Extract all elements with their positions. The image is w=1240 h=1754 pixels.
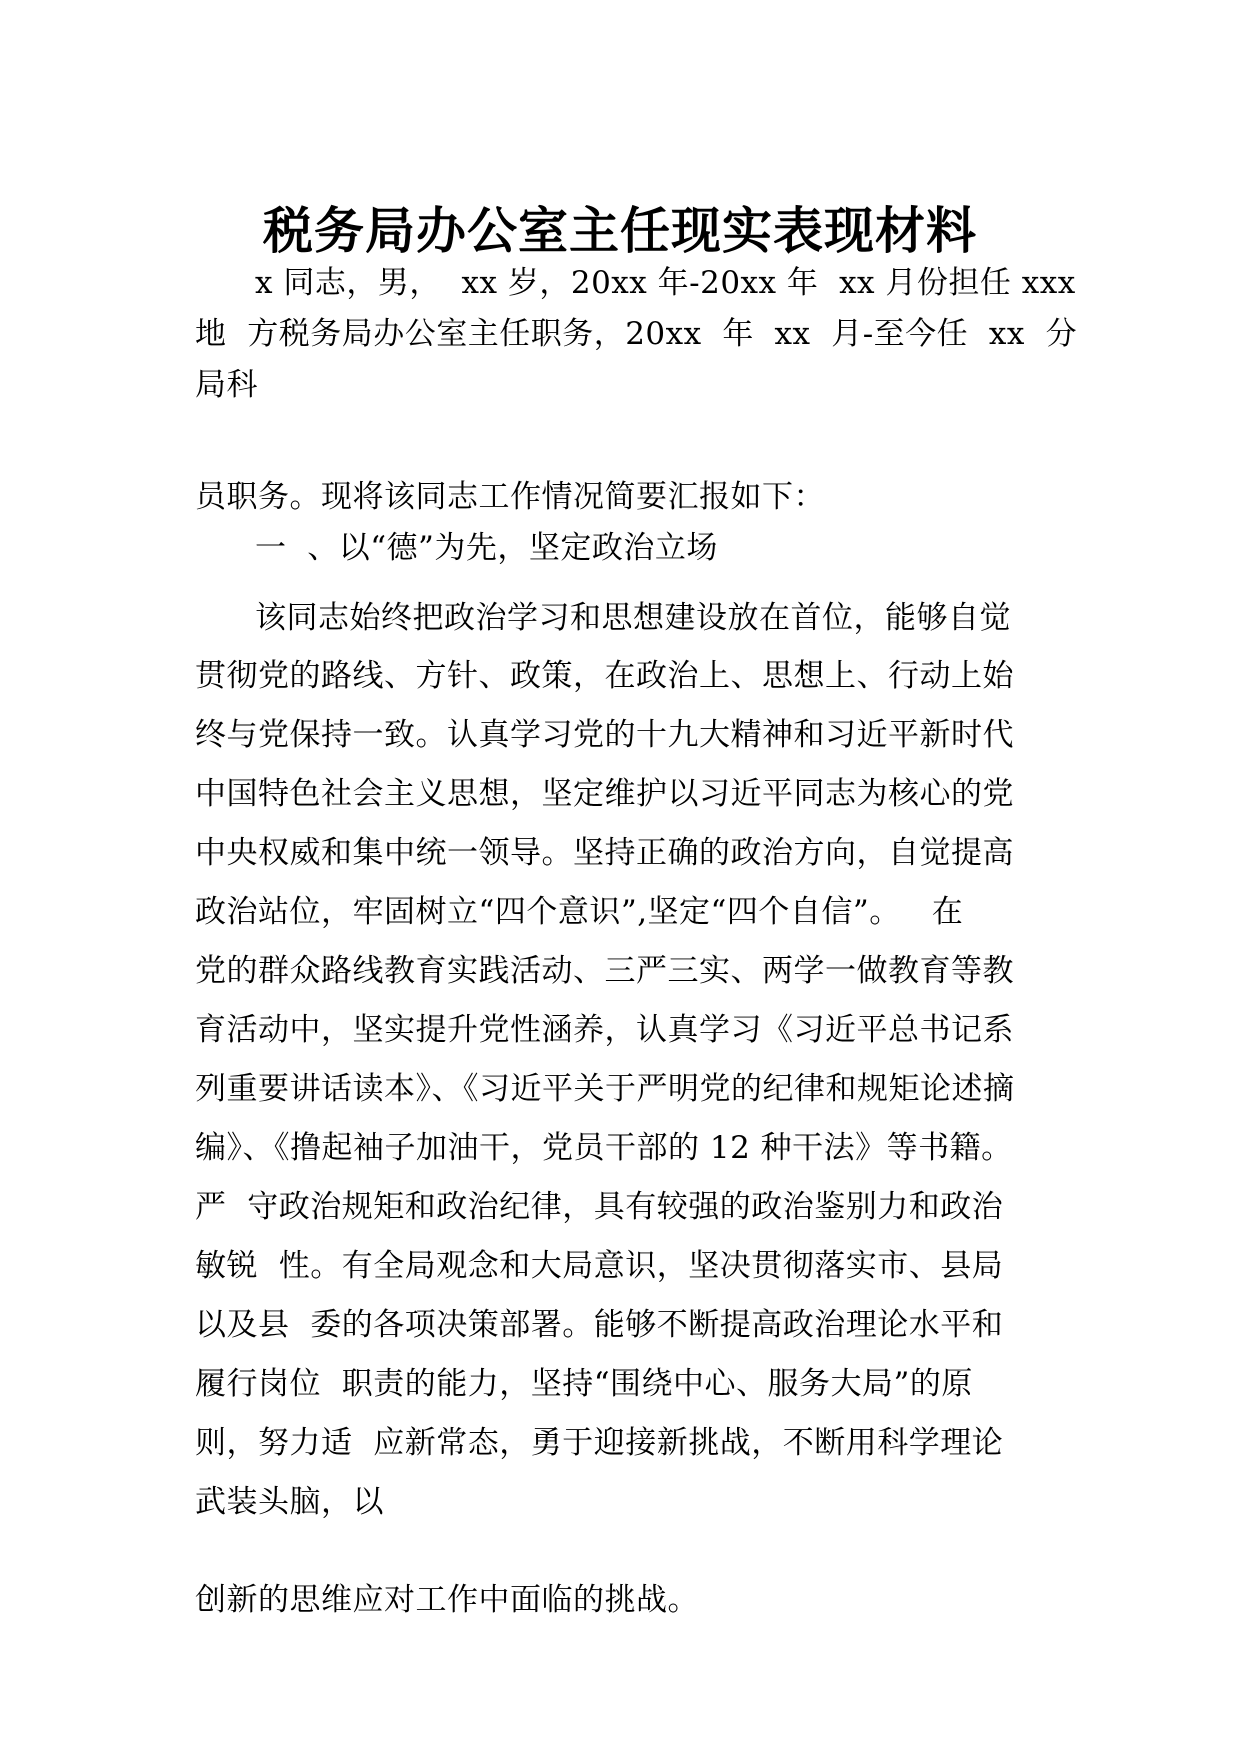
text-line-21: 武装头脑，以 (195, 1484, 384, 1520)
text-line-19: 履行岗位 职责的能力，坚持“围绕中心、服务大局”的原 (195, 1366, 973, 1402)
text-line-17: 敏锐 性。有全局观念和大局意识，坚决贯彻落实市、县局 (195, 1248, 1004, 1284)
text-line-12: 党的群众路线教育实践活动、三严三实、两学一做教育等教 (195, 953, 1014, 989)
text-line-16: 严 守政治规矩和政治纪律，具有较强的政治鉴别力和政治 (195, 1189, 1004, 1225)
text-line-18: 以及县 委的各项决策部署。能够不断提高政治理论水平和 (195, 1307, 1004, 1343)
text-line-11: 政治站位，牢固树立“四个意识”,坚定“四个自信”。 在 (195, 894, 964, 930)
text-line-13: 育活动中，坚实提升党性涵养，认真学习《习近平总书记系 (195, 1012, 1014, 1048)
text-line-15: 编》、《撸起袖子加油干，党员干部的 12 种干法》等书籍。 (195, 1130, 1013, 1166)
text-line-1: x 同志，男， xx 岁，20xx 年-20xx 年 xx 月份担任 xxx (255, 265, 1076, 301)
document-title: 税务局办公室主任现实表现材料 (263, 202, 977, 260)
section-heading: 一 、以“德”为先，坚定政治立场 (255, 530, 718, 566)
text-line-10: 中央权威和集中统一领导。坚持正确的政治方向，自觉提高 (195, 835, 1014, 871)
text-line-14: 列重要讲话读本》、《习近平关于严明党的纪律和规矩论述摘 (195, 1071, 1015, 1107)
text-line-8: 终与党保持一致。认真学习党的十九大精神和习近平新时代 (195, 717, 1014, 753)
text-line-20: 则，努力适 应新常态，勇于迎接新挑战，不断用科学理论 (195, 1425, 1004, 1461)
text-line-2: 地 方税务局办公室主任职务，20xx 年 xx 月-至今任 xx 分 (195, 316, 1078, 352)
text-line-22: 创新的思维应对工作中面临的挑战。 (195, 1582, 699, 1618)
text-line-7: 贯彻党的路线、方针、政策，在政治上、思想上、行动上始 (195, 658, 1014, 694)
text-line-4: 员职务。现将该同志工作情况简要汇报如下： (195, 479, 825, 515)
text-line-9: 中国特色社会主义思想，坚定维护以习近平同志为核心的党 (195, 776, 1014, 812)
text-line-3: 局科 (195, 367, 258, 403)
text-line-6: 该同志始终把政治学习和思想建设放在首位，能够自觉 (255, 600, 1011, 636)
